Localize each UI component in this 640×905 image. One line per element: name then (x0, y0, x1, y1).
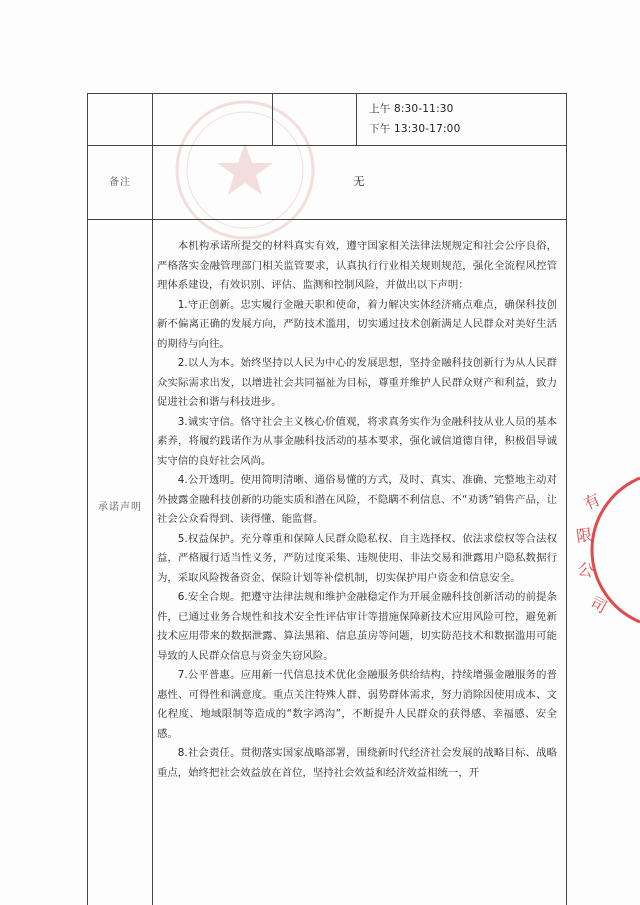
commitment-item: 3.诚实守信。恪守社会主义核心价值观，将求真务实作为金融科技从业人员的基本素养，将履约践诺作为从事金融科技活动的基本要求，强化诚信道德自律，积极倡导诚实守信的良好社会风尚。 (157, 415, 557, 467)
remarks-value: 无 (353, 175, 365, 188)
svg-text:限: 限 (574, 524, 594, 546)
company-seal (565, 470, 640, 630)
commitment-item: 6.安全合规。把遵守法律法规和维护金融稳定作为开展金融科技创新活动的前提条件，已通过业务合规性和技术安全性评估审计等措施保障新技术应用风险可控，避免新技术应用带来的数据泄露、算法黑箱、信息茧房等问题，切实防范技术和数据滥用可能导致的人民群众信息与资金失窃风险。 (157, 591, 557, 662)
commitment-label: 承诺声明 (98, 502, 142, 513)
hours-morning: 上午 8:30-11:30 (369, 103, 454, 115)
commitment-item: 5.权益保护。充分尊重和保障人民群众隐私权、自主选择权、依法求偿权等合法权益，严格履行适当性义务，严防过度采集、违规使用、非法交易和泄露用户隐私数据行为，采取风险拨备资金、保险计划等补偿机制，切实保护用户资金和信息安全。 (157, 532, 557, 584)
commitment-item: 7.公平普惠。应用新一代信息技术优化金融服务供给结构，持续增强金融服务的普惠性、可得性和满意度。重点关注特殊人群、弱势群体需求，努力消除因使用成本、文化程度、地域限制等造成的“数字鸿沟”，不断提升人民群众的获得感、幸福感、安全感。 (157, 669, 557, 740)
remarks-label: 备注 (109, 177, 131, 188)
commitment-item: 8.社会责任。贯彻落实国家战略部署，围绕新时代经济社会发展的战略目标、战略重点，始终把社会效益放在首位，坚持社会效益和经济效益相统一，开 (157, 747, 557, 779)
commitment-text (157, 237, 557, 783)
commitment-item: 1.守正创新。忠实履行金融天职和使命，着力解决实体经济痛点难点，确保科技创新不偏离正确的发展方向，严防技术滥用，切实通过技术创新满足人民群众对美好生活的期待与向往。 (157, 298, 557, 350)
commitment-item: 4.公开透明。使用简明清晰、通俗易懂的方式，及时、真实、准确、完整地主动对外披露金融科技创新的功能实质和潜在风险，不隐瞒不利信息、不“劝诱”销售产品，让社会公众看得到、读得懂、能监督。 (157, 474, 557, 525)
commitment-intro: 本机构承诺所提交的材料真实有效，遵守国家相关法律法规规定和社会公序良俗，严格落实金融管理部门相关监管要求，认真执行行业相关规则规范，强化全流程风控管理体系建设，有效识别、评估、监测和控制风险，并做出以下声明： (157, 240, 557, 291)
commitment-item: 2.以人为本。始终坚持以人民为中心的发展思想，坚持金融科技创新行为从人民群众实际需求出发，以增进社会共同福祉为目标，尊重并维护人民群众财产和利益，致力促进社会和谐与科技进步。 (157, 357, 557, 408)
svg-text:公: 公 (576, 559, 596, 581)
hours-afternoon: 下午 13:30-17:00 (369, 123, 461, 135)
svg-text:有: 有 (580, 489, 604, 514)
svg-text:司: 司 (587, 592, 611, 618)
